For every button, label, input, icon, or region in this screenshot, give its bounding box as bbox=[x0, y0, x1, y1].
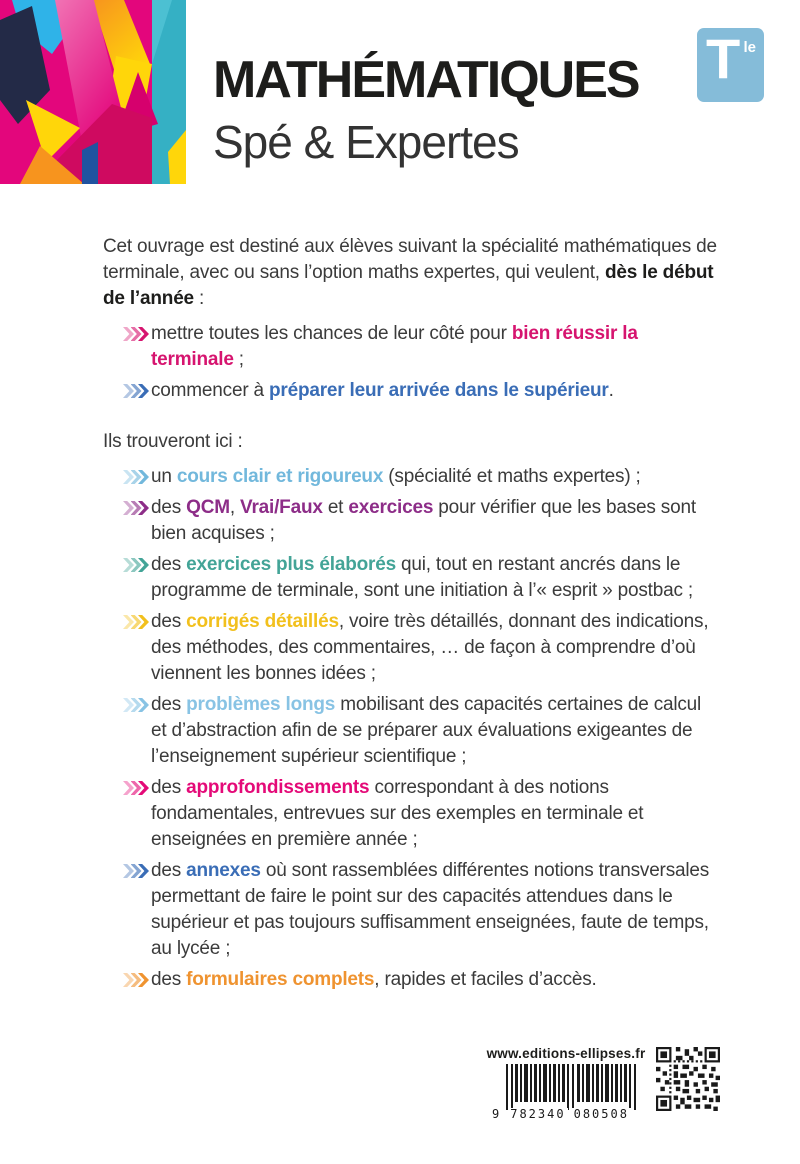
chevron-glyph bbox=[123, 558, 134, 572]
accent-text: préparer leur arrivée dans le supérieur bbox=[268, 380, 609, 401]
bullet-item bbox=[103, 858, 717, 962]
triple-chevron-icon bbox=[103, 973, 151, 987]
barcode-bars bbox=[504, 1064, 638, 1110]
bullet-text bbox=[151, 858, 717, 962]
accent-text: QCM bbox=[186, 497, 230, 518]
bullet-item bbox=[103, 378, 717, 404]
bullet-item bbox=[103, 775, 717, 853]
list-intro: Ils trouveront ici : bbox=[103, 431, 243, 452]
header bbox=[213, 52, 639, 169]
intro-paragraph bbox=[103, 234, 717, 312]
bullet-item bbox=[103, 609, 717, 687]
text-segment: (spécialité et maths expertes) ; bbox=[383, 466, 641, 487]
badge-superscript: le bbox=[743, 39, 756, 56]
chevron-glyph bbox=[123, 973, 134, 987]
qr-code bbox=[656, 1047, 720, 1111]
triple-chevron-icon bbox=[103, 558, 151, 572]
triple-chevron-icon bbox=[103, 470, 151, 484]
chevron-glyph bbox=[123, 470, 134, 484]
text-segment: qui, tout en restant ancrés dans le programme de terminale, sont une initiation à l’« esprit » postbac ; bbox=[151, 554, 693, 601]
triple-chevron-icon bbox=[103, 864, 151, 878]
accent-text: Vrai/Faux bbox=[240, 497, 323, 518]
text-segment: , rapides et faciles d’accès. bbox=[374, 969, 597, 990]
level-badge bbox=[697, 28, 764, 102]
bullet-item bbox=[103, 321, 717, 373]
badge-letter: T bbox=[706, 27, 741, 90]
isbn-digits bbox=[492, 1108, 631, 1120]
chevron-glyph bbox=[123, 501, 134, 515]
page-subtitle: Spé & Expertes bbox=[213, 116, 519, 169]
accent-text: exercices plus élaborés bbox=[186, 554, 396, 575]
accent-text: corrigés détaillés bbox=[186, 611, 339, 632]
text-segment: un bbox=[151, 466, 177, 487]
text-segment: des bbox=[151, 777, 187, 798]
triple-chevron-icon bbox=[103, 781, 151, 795]
text-segment: ; bbox=[233, 349, 244, 370]
triple-chevron-icon bbox=[103, 501, 151, 515]
text-segment: . bbox=[608, 380, 614, 401]
chevron-glyph bbox=[123, 864, 134, 878]
text-segment: des bbox=[151, 611, 187, 632]
publisher-website: www.editions-ellipses.fr bbox=[486, 1046, 646, 1061]
text-segment: des bbox=[151, 497, 187, 518]
accent-text: cours clair et rigoureux bbox=[176, 466, 384, 487]
text-segment: des bbox=[151, 694, 187, 715]
text-segment: dès le début de l’année bbox=[103, 262, 714, 309]
text-segment: et bbox=[322, 497, 349, 518]
chevron-glyph bbox=[123, 327, 134, 341]
text-segment: pour vérifier que les bases sont bien acquises ; bbox=[151, 497, 696, 544]
text-segment: : bbox=[193, 288, 205, 309]
bullet-text bbox=[151, 609, 717, 687]
accent-text: exercices bbox=[348, 497, 434, 518]
body-content bbox=[103, 234, 717, 998]
chevron-glyph bbox=[123, 698, 134, 712]
accent-text: bien réussir la terminale bbox=[151, 323, 638, 370]
bullet-text bbox=[151, 321, 717, 373]
triple-chevron-icon bbox=[103, 698, 151, 712]
ean-13-barcode bbox=[492, 1064, 640, 1122]
text-segment: où sont rassemblées différentes notions transversales permettant de faire le point sur des capacités attendues dans le supérieur et pas toujours suffisamment enseignées, faute de temps, au lycée ; bbox=[151, 860, 710, 959]
features-list bbox=[103, 464, 717, 993]
bullet-text bbox=[151, 495, 717, 547]
abstract-geometric-cover-art bbox=[0, 0, 186, 184]
chevron-glyph bbox=[123, 781, 134, 795]
bullet-item bbox=[103, 967, 717, 993]
accent-text: approfondissements bbox=[186, 777, 370, 798]
bullet-text bbox=[151, 692, 717, 770]
text-segment: , voire très détaillés, donnant des indications, des méthodes, des commentaires, … de façon à comprendre d’où viennent les bonnes idées ; bbox=[151, 611, 709, 684]
bullet-item bbox=[103, 495, 717, 547]
footer bbox=[486, 1046, 720, 1122]
triple-chevron-icon bbox=[103, 384, 151, 398]
goals-list bbox=[103, 321, 717, 404]
bullet-item bbox=[103, 464, 717, 490]
text-segment: correspondant à des notions fondamentales, entrevues sur des exemples en terminale et enseignées en première année ; bbox=[151, 777, 644, 850]
bullet-text bbox=[151, 552, 717, 604]
barcode-block bbox=[486, 1046, 646, 1122]
chevron-glyph bbox=[123, 615, 134, 629]
page-title: MATHÉMATIQUES bbox=[213, 51, 639, 109]
text-segment: Cet ouvrage est destiné aux élèves suivant la spécialité mathématiques de terminale, avec ou sans l’option maths expertes, qui veulent, bbox=[103, 236, 717, 283]
triple-chevron-icon bbox=[103, 327, 151, 341]
accent-text: formulaires complets bbox=[186, 969, 375, 990]
text-segment: commencer à bbox=[151, 380, 269, 401]
text-segment: mobilisant des capacités certaines de calcul et d’abstraction afin de se préparer aux évaluations exigeantes de l’enseignement supérieur scientifique ; bbox=[151, 694, 702, 767]
bullet-item bbox=[103, 552, 717, 604]
accent-text: annexes bbox=[186, 860, 261, 881]
text-segment: des bbox=[151, 554, 187, 575]
text-segment: mettre toutes les chances de leur côté pour bbox=[151, 323, 512, 344]
triple-chevron-icon bbox=[103, 615, 151, 629]
text-segment: des bbox=[151, 969, 187, 990]
bullet-text bbox=[151, 378, 717, 404]
chevron-glyph bbox=[123, 384, 134, 398]
bullet-text bbox=[151, 967, 717, 993]
bullet-text bbox=[151, 464, 717, 490]
accent-text: problèmes longs bbox=[186, 694, 336, 715]
isbn-group-1: 782340 bbox=[510, 1107, 566, 1121]
text-segment: des bbox=[151, 860, 187, 881]
isbn-lead-digit: 9 bbox=[492, 1107, 502, 1121]
bullet-text bbox=[151, 775, 717, 853]
text-segment: , bbox=[229, 497, 241, 518]
isbn-group-2: 080508 bbox=[573, 1107, 629, 1121]
bullet-item bbox=[103, 692, 717, 770]
